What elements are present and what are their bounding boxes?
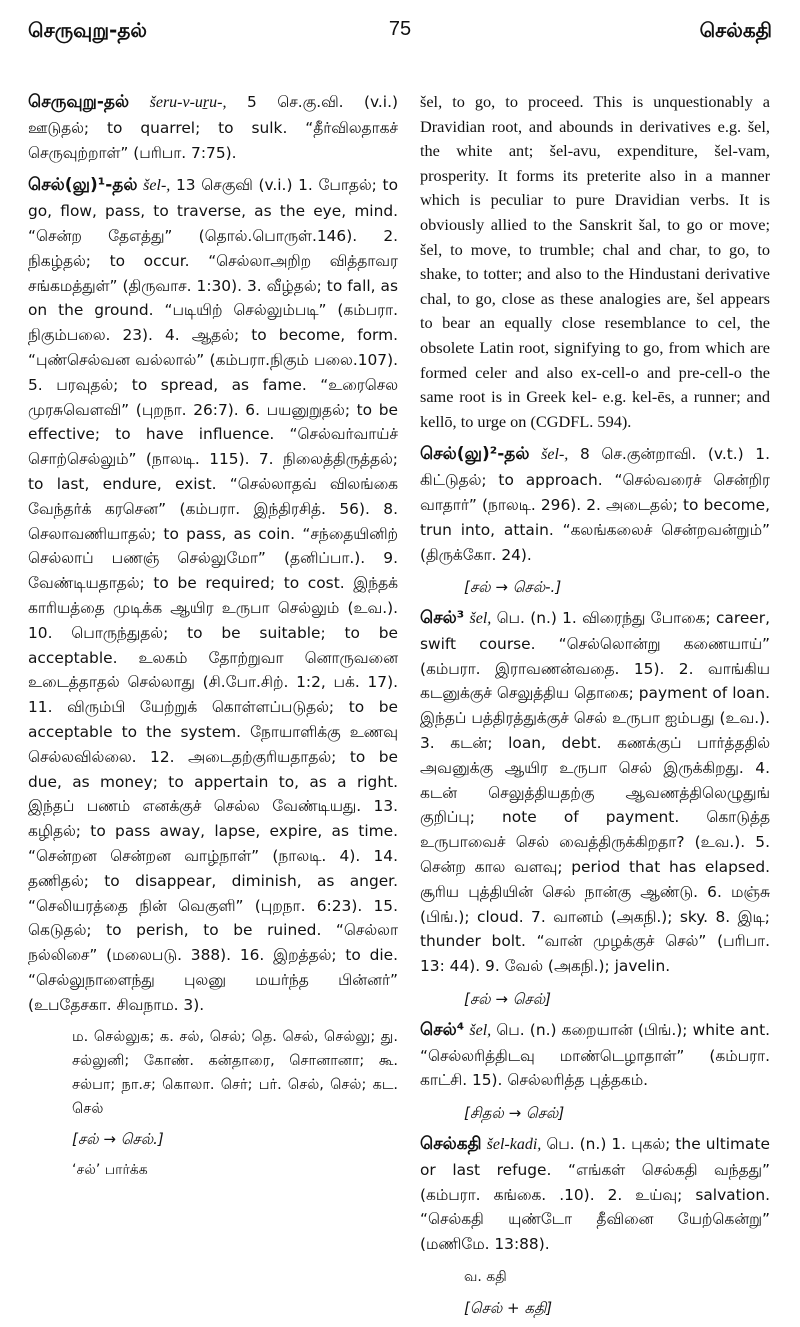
derivation: [சல் → செல்-.] [464, 578, 562, 597]
dictionary-entry [28, 90, 398, 165]
entry-definition: 5 செ.கு.வி. (v.i.) ஊடுதல்; to quarrel; to sulk. “தீர்விலதாகச் செருவுற்றாள்” (பரிபா. 7:75). [28, 93, 398, 162]
romanization: šel-, [541, 446, 569, 464]
headword: செல்கதி [420, 1134, 482, 1155]
derivation: [சிதல் → செல்] [464, 1104, 565, 1123]
entry-definition: பெ. (n.) 1. விரைந்து போகை; career, swift course. “செல்லொன்று கணையாய்” (கம்பரா. இராவணன்வதை. 15). 2. வாங்கிய கடனுக்குச் செலுத்திய தொகை; payment of loan. இந்தப் பத்திரத்துக்குச் செல் உருபா ஐம்பது (உவ.). 3. கடன்; loan, debt. கணக்குப் பார்த்ததில் அவனுக்கு ஆயிர உருபா செல் இருக்கிறது. 4. கடன் செலுத்தியதற்கு ஆவணத்திலெழுதுங் குறிப்பு; note of payment. கொடுத்த உருபாவைச் செல் வைத்திருக்கிறதா? (உவ.). 5. சென்ற கால வளவு; period that has elapsed. சூரிய புத்தியின் செல் நான்கு ஆண்டு. 6. மஞ்சு (பிங்.); cloud. 7. வானம் (அகநி.); sky. 8. இடி; thunder bolt. “வான் முழக்குச் செல்” (பரிபா. 13: 44). 9. வேல் (அகநி.); javelin. [420, 609, 770, 976]
dictionary-entry [420, 606, 770, 979]
headword: செல்³ [420, 608, 465, 629]
dictionary-entry [420, 442, 770, 567]
entry-definition: பெ. (n.) 1. புகல்; the ultimate or last refuge. “எங்கள் செல்கதி வந்தது” (கம்பரா. கங்கை. .10). 2. உய்வு; salvation. “செல்கதி யுண்டோ தீவினை யேற்கென்று” (மணிமே. 13:88). [420, 1135, 770, 1254]
headword: செல்⁴ [420, 1019, 465, 1040]
left-column [28, 90, 398, 1187]
dictionary-entry [420, 1018, 770, 1093]
derivation: [செல் + கதி] [464, 1298, 553, 1317]
right-column [420, 90, 770, 1327]
see-also: வ. கதி [464, 1269, 507, 1286]
see-also: ‘சல்’ பார்க்க [72, 1162, 148, 1179]
romanization: šel-kadi, [486, 1136, 542, 1154]
guide-word-left: செருவுறு-தல் [28, 18, 147, 42]
romanization: šel, [469, 610, 492, 628]
romanization: šel-, [143, 177, 171, 195]
etymology-note: šel, to go, to proceed. This is unquestionably a Dravidian root, and abounds in derivatives e.g. šel, the white ant; šel-avu, expenditure, šel-vam, prosperity. It forms its preterite also in a manner which is peculiar to pure Dravidian verbs. It is obviously allied to the Sanskrit šal, to go or move; šel, to move, to trumble; chal and char, to go, to shake, to totter; and also to the Hindustani derivative chal, to go, close as these analogies are, šel appears to bear an equally close resemblance to cel, the obsolete Latin root, signifying to go, from which are formed celer and also ex-cell-o and pre-cell-o the same root is in Greek kel- e.g. kel-ēs, a runner; and kellō, to urge on (CGDFL. 594). [420, 92, 770, 431]
headword: செல்(லு)¹-தல் [28, 175, 138, 196]
page-number: 75 [388, 18, 412, 40]
page-header [28, 18, 772, 48]
derivation: [சல் → செல்] [464, 990, 551, 1009]
romanization: šel, [469, 1021, 492, 1039]
guide-word-right: செல்கதி [699, 18, 772, 42]
entry-definition: 8 செ.குன்றாவி. (v.t.) 1. கிட்டுதல்; to approach. “செல்வரைச் சென்றிர வாதார்” (நாலடி. 296). 2. அடைதல்; to become, trun into, attain. “கலங்கலைச் சென்றவன்றும்” (திருக்கோ. 24). [420, 445, 770, 564]
dictionary-entry [28, 173, 398, 1017]
entry-definition: 13 செகுவி (v.i.) 1. போதல்; to go, flow, pass, to traverse, as the eye, mind. “சென்ற தேஎத்து” (தொல்.பொருள்.146). 2. நிகழ்தல்; to occur. “செல்லாஅறிற வித்தாவர சங்கமத்துள்” (திருவாச. 1:30). 3. வீழ்தல்; to fall, as on the ground. “படியிற் செல்லும்படி” (கம்பரா. நிகும்பலை. 23). 4. ஆதல்; to become, form. “புண்செல்வன வல்லால்” (கம்பரா.நிகும் பலை.107). 5. பரவுதல்; to spread, as fame. “உரைசெல முரசுவெளவி” (புறநா. 26:7). 6. பயனுறுதல்; to be effective; to have influence. “செல்வர்வாய்ச் சொற்செல்லும்” (நாலடி. 115). 7. நிலைத்திருத்தல்; to last, endure, exist. “செல்லாதவ் விலங்கை வேந்தர்க் கரசென” (கம்பரா. இந்திரசித். 56). 8. செலாவணியாதல்; to pass, as coin. “சந்தையினிற் செல்லாப் பணஞ் செல்லுமோ” (தனிப்பா.). 9. வேண்டியதாதல்; to be required; to cost. இந்தக் காரியத்தை முடிக்க ஆயிர உருபா செல்லும் (உவ.). 10. பொருந்துதல்; to be suitable; to be acceptable. உலகம் தோற்றுவா னொருவனை உடைத்தாதல் செல்லாது (சி.போ.சிற். 1:2, பக். 17). 11. விரும்பி யேற்றுக் கொள்ளப்படுதல்; to be acceptable to the system. நோயாளிக்கு உணவு செல்லவில்லை. 12. அடைதற்குரியதாதல்; to be due, as money; to appertain to, as a right. இந்தப் பணம் எனக்குச் செல்ல வேண்டியது. 13. கழிதல்; to pass away, lapse, expire, as time. “சென்றன சென்றன வாழ்நாள்” (நாலடி. 4). 14. தணிதல்; to disappear, diminish, as anger. “செலியரத்தை நின் வெகுளி” (புறநா. 6:23). 15. கெடுதல்; to perish, to be ruined. “செல்லா நல்லிசை” (மலைபடு. 388). 16. இறத்தல்; to die. “செல்லுநாளைந்து புலனு மயர்ந்த பின்னர்” (உபதேசகா. சிவநாம. 3). [28, 176, 398, 1014]
headword: செருவுறு-தல் [28, 92, 130, 112]
dictionary-entry [420, 1132, 770, 1257]
entry-definition: பெ. (n.) கறையான் (பிங்.); white ant. “செல்லரித்திடவு மாண்டெழாதாள்” (கம்பரா. காட்சி. 15). செல்லரித்த புத்தகம். [420, 1020, 770, 1090]
romanization: šeru-v-uṟu-, [149, 94, 227, 111]
headword: செல்(லு)²-தல் [420, 444, 530, 465]
cognate-list: ம. செல்லுக; க. சல், செல்; தெ. செல், செல்லு; து. சல்லுனி; கோண். கன்தாரை, சொனானா; கூ. சல்பா; நா.ச; கொலா. செர்; பர். செல், செல்; கட. செல் [72, 1029, 398, 1118]
derivation: [சல் → செல்.] [72, 1130, 164, 1149]
